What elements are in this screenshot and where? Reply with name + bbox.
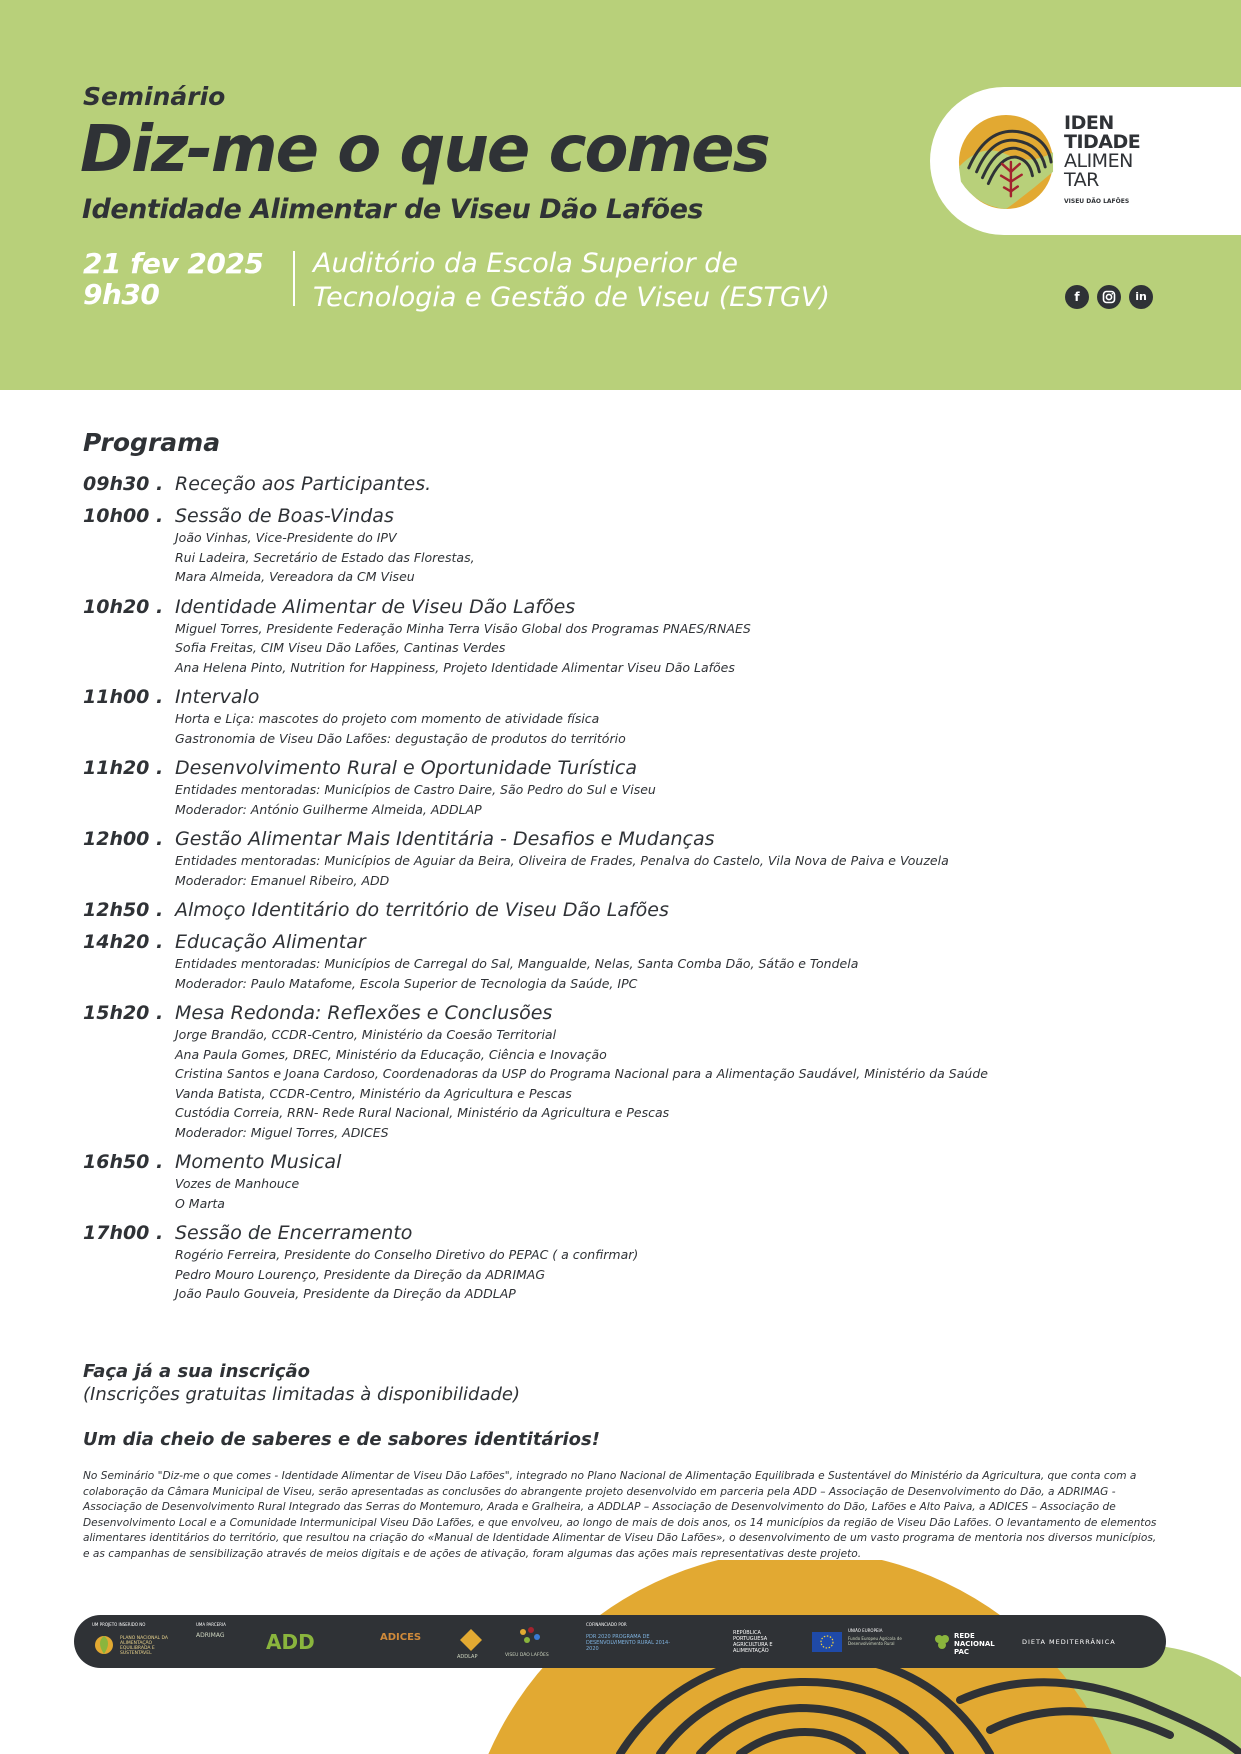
partner-pnaes: UM PROJETO INSERIDO NO PLANO NACIONAL DA ALIMENTAÇÃO EQUILIBRADA E SUSTENTÁVEL xyxy=(92,1622,168,1656)
session-detail: Pedro Mouro Lourenço, Presidente da Direção da ADRIMAG xyxy=(175,1266,546,1282)
registration-call[interactable]: Faça já a sua inscrição xyxy=(83,1361,310,1382)
logo-region: VISEU DÃO LAFÕES xyxy=(1064,198,1130,205)
session-time: 12h50 . xyxy=(83,899,164,921)
program-heading: Programa xyxy=(83,428,221,457)
session-detail: Vanda Batista, CCDR-Centro, Ministério da Agricultura e Pescas xyxy=(175,1085,572,1101)
session-detail: Gastronomia de Viseu Dão Lafões: degustação de produtos do território xyxy=(175,730,626,746)
session-detail: O Marta xyxy=(175,1195,225,1211)
partner-add: ADD xyxy=(266,1630,315,1654)
venue-line-1: Auditório da Escola Superior de xyxy=(313,248,738,279)
logo-line-4: TAR xyxy=(1064,169,1099,191)
event-datetime xyxy=(83,248,263,310)
session-detail: Vozes de Manhouce xyxy=(175,1176,300,1191)
project-description: No Seminário "Diz-me o que comes - Identidade Alimentar de Viseu Dão Lafões", integrado no Plano Nacional de Alimentação Equilibrada e Sustentável do Ministério da Agricultura, que conta com a colaboração da Câmara Municipal de Viseu, serão apresentadas as conclusões do abrangente projeto desenvolvido em parceria pela ADD – Associação de Desenvolvimento do Dão, a ADRIMAG - Associação de Desenvolvimento Rural Integrado das Serras do Montemuro, Arada e Gralheira, a ADDLAP – Associação de Desenvolvimento do Dão, Lafões e Alto Paiva, a ADICES – Associação de Desenvolvimento Local e a Comunidade Intermunicipal Viseu Dão Lafões, e que envolveu, ao longo de mais de dois anos, os 14 municípios da região de Viseu Dão Lafões. O levantamento de elementos alimentares identitários do território, que resultou na criação do «Manual de Identidade Alimentar de Viseu Dão Lafões», o desenvolvimento de um vasto programa de mentoria nos diversos municípios, e as campanhas de sensibilização através de meios digitais e de ações de ativação, foram algumas das ações mais representativas deste projeto. xyxy=(83,1470,1157,1560)
venue-line-2: Tecnologia e Gestão de Viseu (ESTGV) xyxy=(313,282,830,313)
partner-rede-nacional: REDE NACIONAL PAC xyxy=(932,1622,997,1662)
linkedin-icon[interactable]: in xyxy=(1129,285,1153,309)
session-detail: Sofia Freitas, CIM Viseu Dão Lafões, Cantinas Verdes xyxy=(175,640,506,655)
session-title: Almoço Identitário do território de Viseu Dão Lafões xyxy=(175,899,669,921)
session-detail: Horta e Liça: mascotes do projeto com momento de atividade física xyxy=(175,711,600,726)
program-session xyxy=(83,898,1183,922)
session-time: 09h30 . xyxy=(83,473,164,495)
partner-pdr2020: COFINANCIADO POR PDR 2020 PROGRAMA DE DESENVOLVIMENTO RURAL 2014-2020 xyxy=(586,1622,671,1652)
session-detail: Entidades mentoradas: Municípios de Castro Daire, São Pedro do Sul e Viseu xyxy=(175,782,656,797)
session-title: Receção aos Participantes. xyxy=(175,473,432,495)
session-detail: João Paulo Gouveia, Presidente da Direção da ADDLAP xyxy=(175,1286,516,1301)
logo-line-1: IDEN xyxy=(1064,112,1114,134)
session-detail: Moderador: Paulo Matafome, Escola Superior de Tecnologia da Saúde, IPC xyxy=(175,975,638,991)
session-detail: Ana Paula Gomes, DREC, Ministério da Educação, Ciência e Inovação xyxy=(175,1046,607,1062)
event-venue xyxy=(313,247,830,315)
partner-dieta-mediterranica: DIETA MEDITERRÂNICA xyxy=(1022,1638,1116,1646)
session-detail: Moderador: Miguel Torres, ADICES xyxy=(175,1124,389,1140)
event-title: Diz-me o que comes xyxy=(80,113,769,187)
session-time: 14h20 . xyxy=(83,931,164,953)
session-detail: Ana Helena Pinto, Nutrition for Happiness, Projeto Identidade Alimentar Viseu Dão Lafões xyxy=(175,659,735,675)
program-session xyxy=(83,595,1183,678)
session-time: 15h20 . xyxy=(83,1002,164,1024)
clover-icon xyxy=(932,1632,952,1652)
session-detail: Miguel Torres, Presidente Federação Minha Terra Visão Global dos Programas PNAES/RNAES xyxy=(175,620,751,636)
session-time: 11h00 . xyxy=(83,686,164,708)
session-detail: Moderador: Emanuel Ribeiro, ADD xyxy=(175,872,390,888)
session-time: 10h20 . xyxy=(83,595,164,618)
event-subtitle: Identidade Alimentar de Viseu Dão Lafões xyxy=(82,194,703,225)
session-detail: Entidades mentoradas: Municípios de Aguiar da Beira, Oliveira de Frades, Penalva do Castelo, Vila Nova de Paiva e Vouzela xyxy=(175,853,949,868)
program-session xyxy=(83,504,1183,587)
partner-eu: UNIÃO EUROPEIA Fundo Europeu Agrícola de Desenvolvimento Rural xyxy=(812,1622,922,1662)
diamond-icon xyxy=(459,1628,483,1652)
program-session xyxy=(83,685,1183,748)
program-session xyxy=(83,472,1183,496)
partner-addlap: ADDLAP xyxy=(457,1622,487,1662)
session-title: Momento Musical xyxy=(175,1151,342,1173)
dots-icon xyxy=(517,1626,541,1648)
program-session xyxy=(83,1221,1183,1304)
partner-republica: REPÚBLICA PORTUGUESA AGRICULTURA E ALIMENTAÇÃO xyxy=(733,1630,773,1654)
program-session xyxy=(83,1001,1183,1142)
session-time: 11h20 . xyxy=(83,757,164,779)
leaf-icon xyxy=(92,1632,116,1658)
session-detail: Custódia Correia, RRN- Rede Rural Nacional, Ministério da Agricultura e Pescas xyxy=(175,1105,670,1120)
header-divider xyxy=(293,251,295,306)
session-detail: Moderador: António Guilherme Almeida, ADDLAP xyxy=(175,801,482,817)
logo-line-2: TIDADE xyxy=(1064,131,1141,153)
program-session xyxy=(83,827,1183,890)
program-session xyxy=(83,1150,1183,1213)
session-detail: João Vinhas, Vice-Presidente do IPV xyxy=(175,530,397,545)
session-title: Mesa Redonda: Reflexões e Conclusões xyxy=(175,1002,553,1024)
session-time: 17h00 . xyxy=(83,1222,164,1244)
event-kicker: Seminário xyxy=(83,82,226,111)
identidade-alimentar-logo-icon xyxy=(957,113,1055,211)
facebook-icon[interactable]: f xyxy=(1065,285,1089,309)
logo-wordmark xyxy=(1064,114,1140,190)
event-date: 21 fev 2025 xyxy=(83,247,264,280)
registration-note: (Inscrições gratuitas limitadas à disponibilidade) xyxy=(83,1384,521,1405)
program-list xyxy=(83,472,1183,1312)
program-session xyxy=(83,930,1183,993)
instagram-icon[interactable] xyxy=(1097,285,1121,309)
logo-line-3: ALIMEN xyxy=(1064,150,1133,172)
session-detail: Entidades mentoradas: Municípios de Carregal do Sal, Mangualde, Nelas, Santa Comba Dão, Sátão e Tondela xyxy=(175,956,859,971)
session-time: 16h50 . xyxy=(83,1151,164,1173)
session-detail: Rui Ladeira, Secretário de Estado das Florestas, xyxy=(175,549,475,565)
session-time: 12h00 . xyxy=(83,828,164,850)
eu-flag-icon xyxy=(812,1632,842,1652)
session-detail: Jorge Brandão, CCDR-Centro, Ministério da Coesão Territorial xyxy=(175,1027,557,1042)
session-title: Intervalo xyxy=(175,686,260,708)
partner-adrimag: UMA PARCERIA ADRIMAG xyxy=(196,1622,226,1639)
session-title: Identidade Alimentar de Viseu Dão Lafões xyxy=(175,595,576,618)
session-detail: Rogério Ferreira, Presidente do Conselho Diretivo do PEPAC ( a confirmar) xyxy=(175,1247,639,1262)
session-title: Desenvolvimento Rural e Oportunidade Turística xyxy=(175,757,638,779)
session-title: Gestão Alimentar Mais Identitária - Desafios e Mudanças xyxy=(175,828,715,850)
session-title: Sessão de Boas-Vindas xyxy=(175,505,394,527)
program-session xyxy=(83,756,1183,819)
session-title: Educação Alimentar xyxy=(175,931,366,953)
event-time: 9h30 xyxy=(83,278,160,311)
partner-cim-viseu: VISEU DÃO LAFÕES xyxy=(505,1622,560,1662)
session-time: 10h00 . xyxy=(83,505,164,527)
session-detail: Mara Almeida, Vereadora da CM Viseu xyxy=(175,569,415,584)
session-detail: Cristina Santos e Joana Cardoso, Coordenadoras da USP do Programa Nacional para a Alimentação Saudável, Ministério da Saúde xyxy=(175,1066,988,1081)
tagline: Um dia cheio de saberes e de sabores identitários! xyxy=(83,1429,600,1450)
session-title: Sessão de Encerramento xyxy=(175,1222,413,1244)
partner-adices: ADICES xyxy=(380,1632,422,1643)
